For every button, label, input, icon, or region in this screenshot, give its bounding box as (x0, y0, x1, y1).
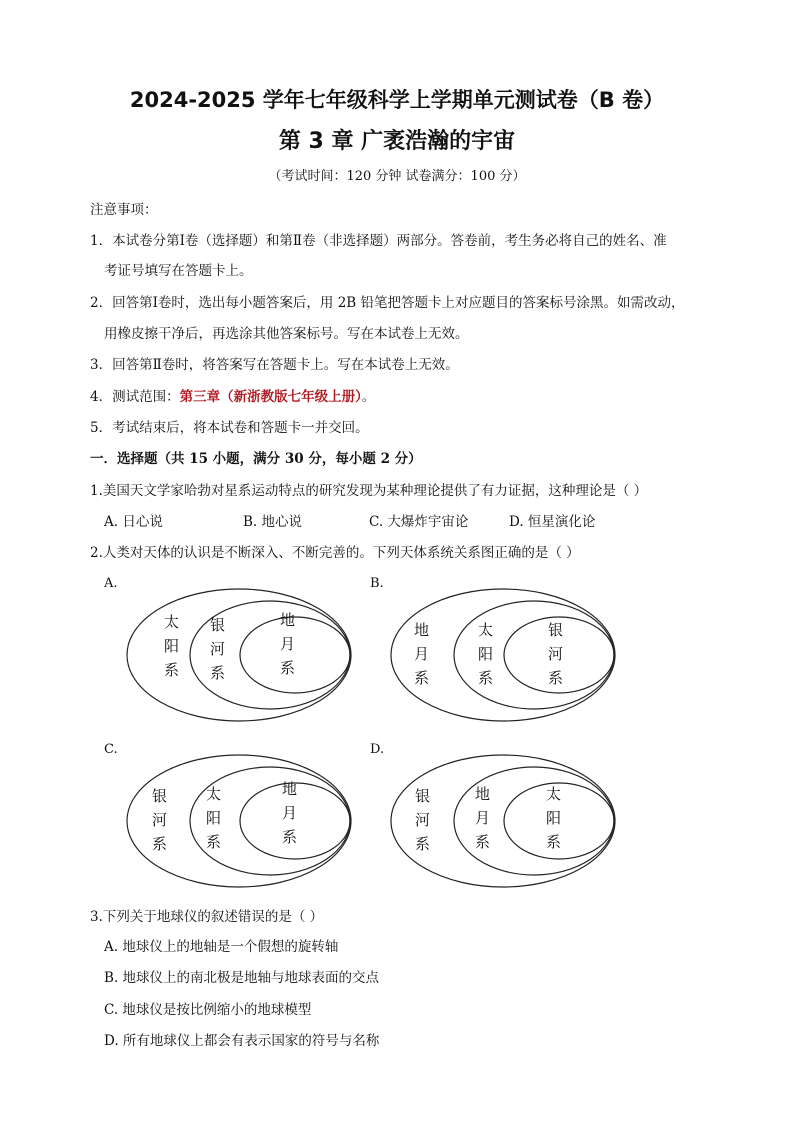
diagram-c-middle-2: 阳 (206, 809, 222, 827)
diagram-d-middle-1: 地 (475, 785, 491, 803)
note-1-line-1: 1．本试卷分第Ⅰ卷（选择题）和第Ⅱ卷（非选择题）两部分。答卷前，考生务必将自己的姓名、准 (90, 233, 667, 249)
note-4 (90, 385, 375, 405)
diagram-d-outer-2: 河 (415, 811, 431, 829)
exam-info: （考试时间：120 分钟 试卷满分：100 分） (268, 169, 526, 184)
test-scope: 第三章（新浙教版七年级上册） (179, 389, 362, 405)
diagram-d-outer-1: 银 (415, 787, 431, 805)
note-1-line-2: 考证号填写在答题卡上。 (104, 263, 253, 279)
diagram-b-outer-3: 系 (414, 669, 430, 687)
diagram-d-inner-2: 阳 (546, 809, 562, 827)
note-4-prefix: 4．测试范围： (90, 389, 180, 405)
question-2-stem: 2.人类对天体的认识是不断深入、不断完善的。下列天体系统关系图正确的是（ ） (90, 545, 580, 561)
diagram-b (388, 585, 618, 725)
diagram-c-outer-3: 系 (152, 835, 168, 853)
q3-option-b: B. 地球仪上的南北极是地轴与地球表面的交点 (104, 970, 380, 986)
note-2-line-1: 2．回答第Ⅰ卷时，选出每小题答案后，用 2B 铅笔把答题卡上对应题目的答案标号涂黑。如需改动， (90, 295, 685, 311)
diagram-a-middle-2: 河 (210, 640, 226, 658)
diagram-c-outer-1: 银 (152, 787, 168, 805)
diagram-d (388, 751, 618, 891)
diagram-a-outer-1: 太 (164, 613, 180, 631)
diagram-c (124, 751, 354, 891)
note-5: 5．考试结束后，将本试卷和答题卡一并交回。 (90, 420, 369, 436)
q1-option-d: D. 恒星演化论 (509, 514, 596, 530)
diagram-c-inner-1: 地 (282, 780, 298, 798)
diagram-a (124, 585, 354, 725)
diagram-c-inner-3: 系 (282, 828, 298, 846)
q1-option-a: A. 日心说 (104, 514, 163, 530)
diagram-a-outer-2: 阳 (164, 637, 180, 655)
q1-option-b: B. 地心说 (243, 514, 303, 530)
q3-option-c: C. 地球仪是按比例缩小的地球模型 (104, 1002, 312, 1018)
question-3-stem: 3.下列关于地球仪的叙述错误的是（ ） (90, 909, 324, 925)
diagram-c-middle-3: 系 (206, 833, 222, 851)
diagram-b-middle-1: 太 (478, 621, 494, 639)
exam-title: 2024-2025 学年七年级科学上学期单元测试卷（B 卷） (129, 88, 665, 112)
note-3: 3．回答第Ⅱ卷时，将答案写在答题卡上。写在本试卷上无效。 (90, 357, 459, 373)
diagram-b-inner-2: 河 (548, 645, 564, 663)
q1-option-c: C. 大爆炸宇宙论 (369, 514, 469, 530)
diagram-a-middle-3: 系 (210, 664, 226, 682)
diagram-d-label: D. (370, 742, 385, 757)
diagram-c-middle-1: 太 (206, 785, 222, 803)
diagram-b-middle-2: 阳 (478, 645, 494, 663)
section-1-heading: 一．选择题（共 15 小题，满分 30 分，每小题 2 分） (90, 451, 422, 467)
diagram-a-label: A. (104, 576, 118, 591)
diagram-b-label: B. (370, 576, 384, 591)
diagram-c-label: C. (104, 742, 118, 757)
diagram-d-middle-2: 月 (475, 809, 491, 827)
diagram-a-middle-1: 银 (210, 616, 226, 634)
diagram-a-inner-3: 系 (280, 659, 296, 677)
diagram-d-middle-3: 系 (475, 833, 491, 851)
diagram-b-outer-2: 月 (414, 645, 430, 663)
question-1-stem: 1.美国天文学家哈勃对星系运动特点的研究发现为某种理论提供了有力证据，这种理论是（ ） (90, 483, 648, 499)
diagram-b-inner-3: 系 (548, 669, 564, 687)
diagram-b-outer-1: 地 (414, 621, 430, 639)
diagram-a-outer-3: 系 (164, 661, 180, 679)
diagram-b-middle-3: 系 (478, 669, 494, 687)
diagram-b-inner-1: 银 (548, 621, 564, 639)
chapter-title: 第 3 章 广袤浩瀚的宇宙 (278, 129, 516, 154)
q3-option-a: A. 地球仪上的地轴是一个假想的旋转轴 (104, 939, 339, 955)
diagram-d-inner-3: 系 (546, 833, 562, 851)
diagram-a-inner-1: 地 (280, 611, 296, 629)
diagram-c-outer-2: 河 (152, 811, 168, 829)
notes-heading: 注意事项： (90, 202, 158, 218)
note-4-suffix: 。 (361, 389, 376, 405)
diagram-d-outer-3: 系 (415, 835, 431, 853)
note-2-line-2: 用橡皮擦干净后，再选涂其他答案标号。写在本试卷上无效。 (104, 326, 469, 342)
diagram-c-inner-2: 月 (282, 804, 298, 822)
q3-option-d: D. 所有地球仪上都会有表示国家的符号与名称 (104, 1033, 380, 1049)
diagram-d-inner-1: 太 (546, 785, 562, 803)
diagram-a-inner-2: 月 (280, 635, 296, 653)
